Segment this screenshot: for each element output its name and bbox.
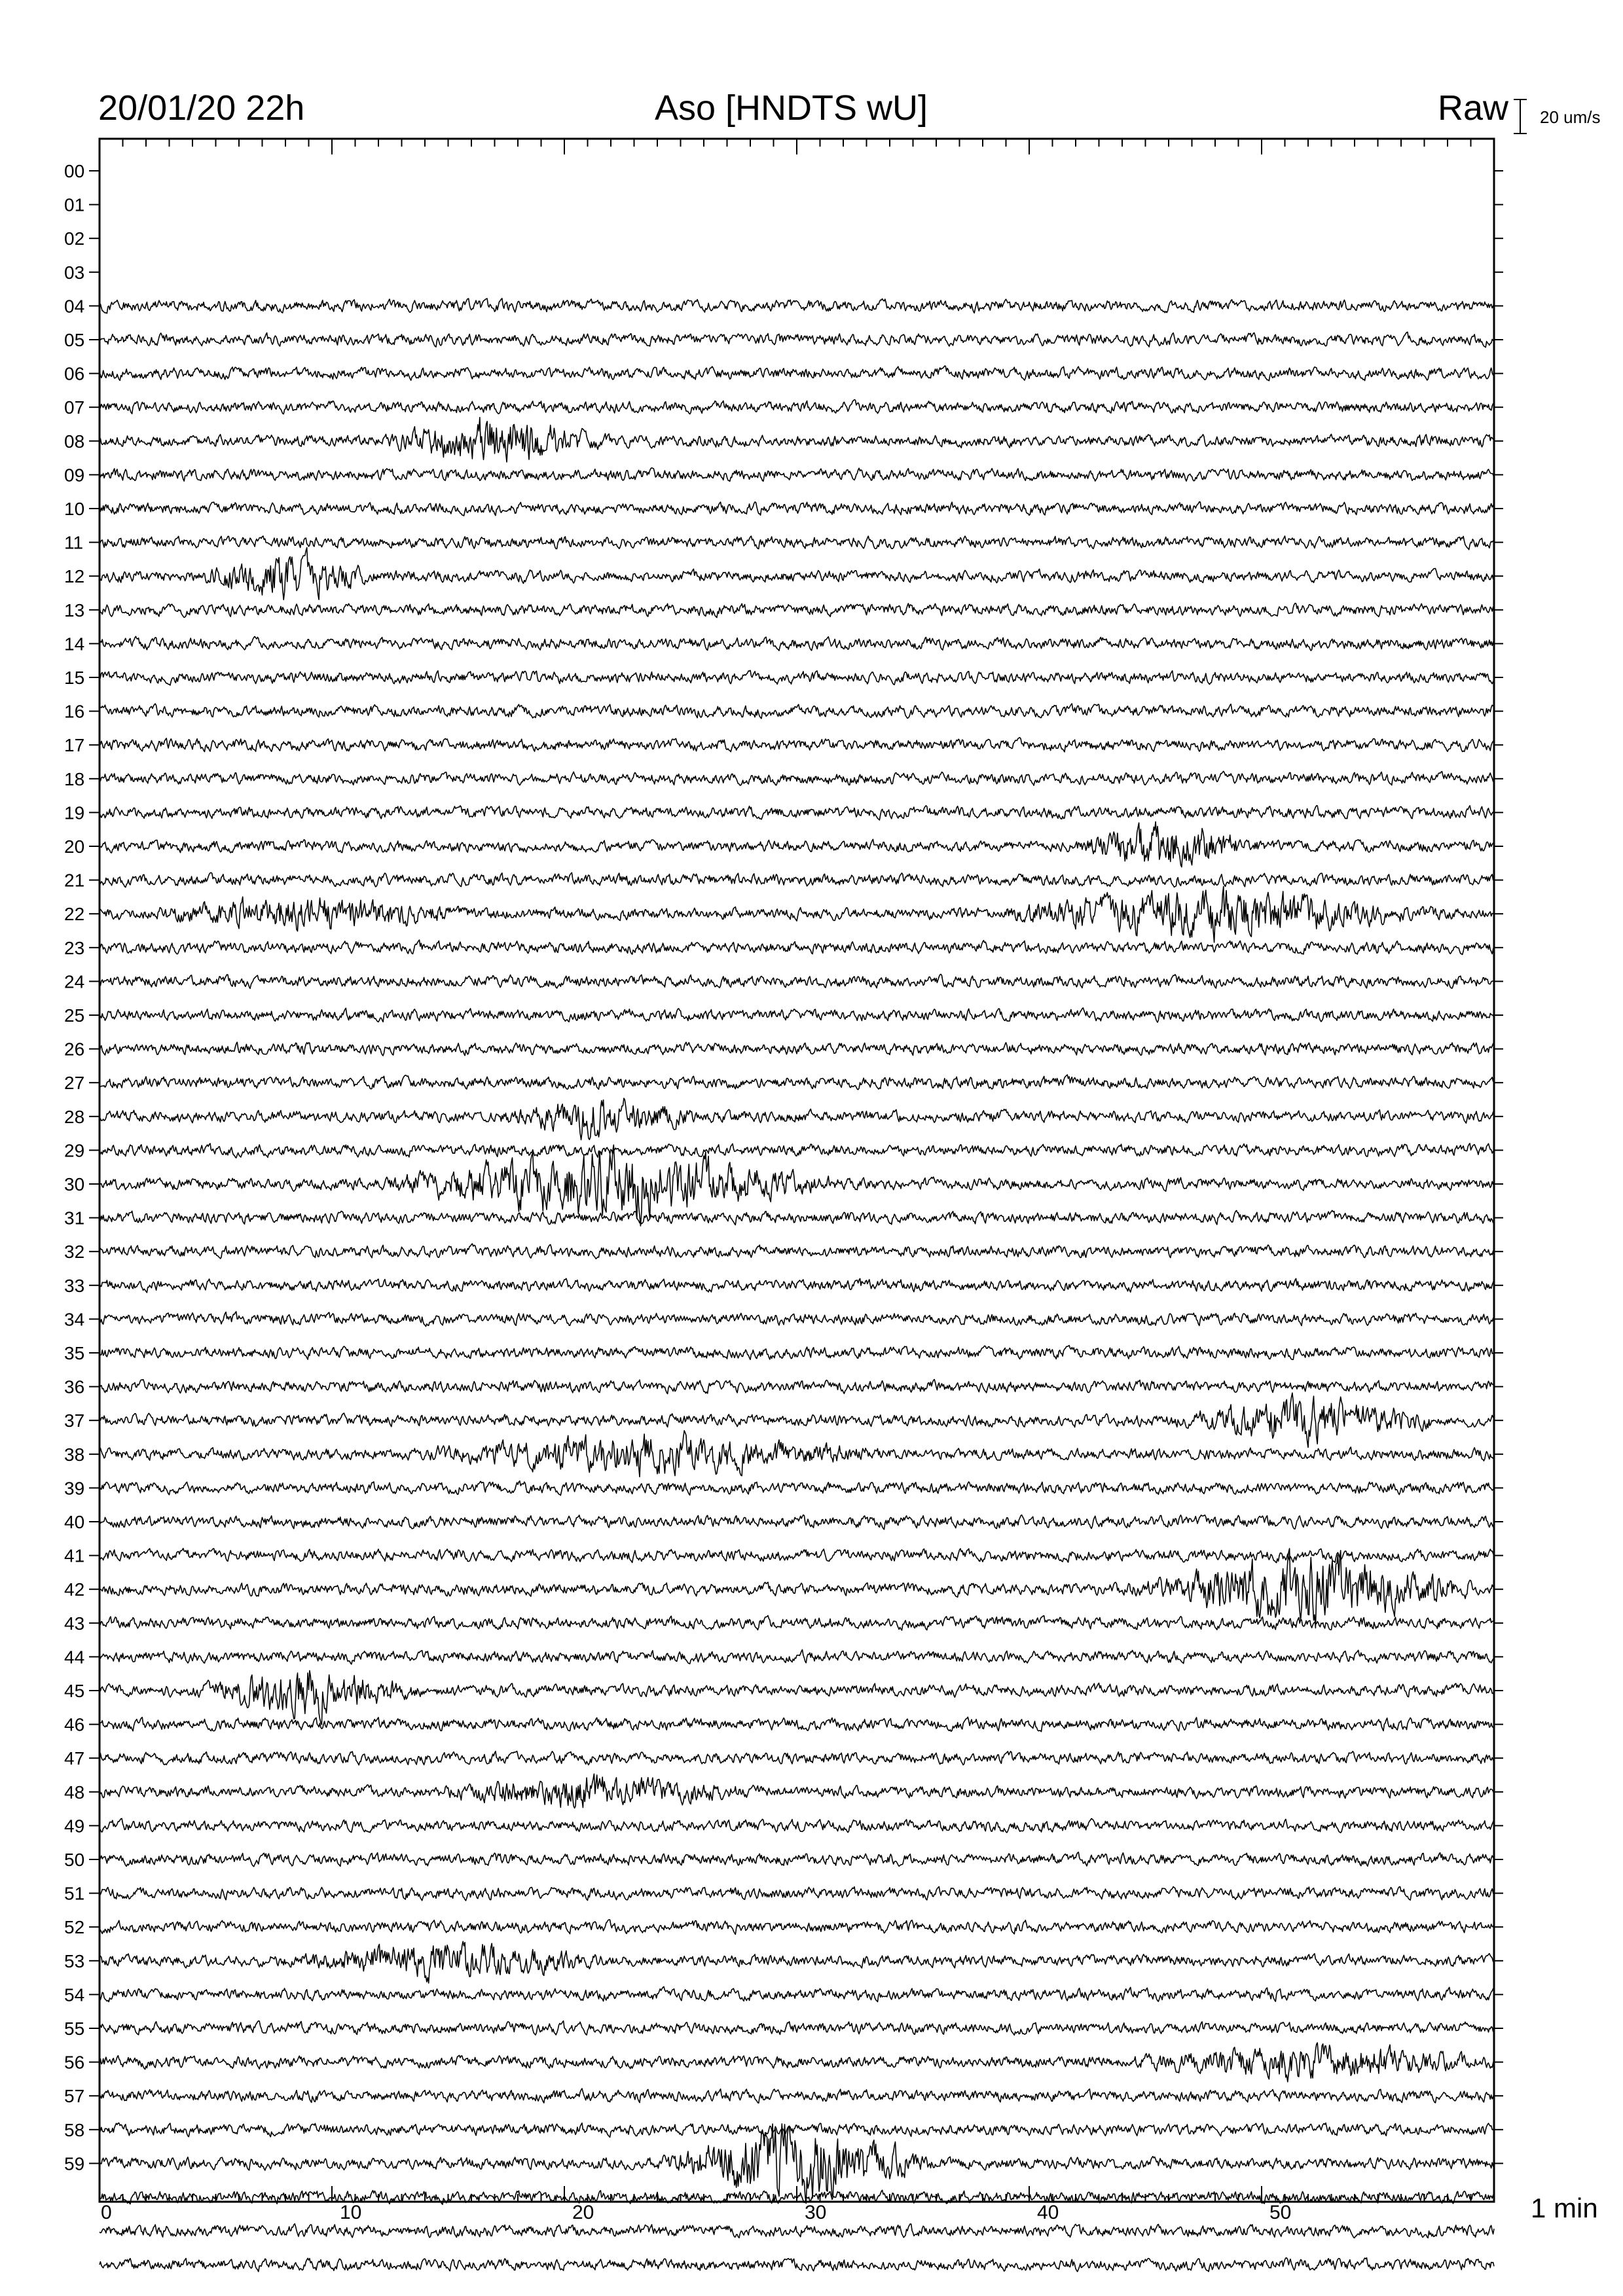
row-label: 31 (64, 1208, 85, 1229)
x-tick-label: 10 (340, 2202, 362, 2223)
trace-row-19 (100, 806, 1494, 820)
hour-row-labels (64, 161, 1503, 2174)
row-label: 34 (64, 1309, 85, 1330)
trace-row-56 (100, 2043, 1494, 2082)
row-label: 59 (64, 2153, 85, 2174)
amplitude-scale-label: 20 um/s (1540, 107, 1601, 127)
amplitude-scale-bar (1514, 99, 1527, 134)
trace-row-21 (100, 872, 1494, 887)
plot-border (100, 139, 1494, 2202)
row-label: 33 (64, 1275, 85, 1296)
row-label: 58 (64, 2119, 85, 2140)
trace-row-05 (100, 332, 1494, 347)
row-label: 21 (64, 870, 85, 891)
row-label: 57 (64, 2086, 85, 2107)
trace-row-29 (100, 1143, 1494, 1158)
trace-row-18 (100, 771, 1494, 785)
trace-row-06 (100, 366, 1494, 381)
trace-row-14 (100, 636, 1494, 651)
trace-row-52 (100, 1920, 1494, 1934)
x-tick-label: 40 (1037, 2202, 1059, 2223)
trace-row-35 (100, 1346, 1494, 1360)
row-label: 10 (64, 499, 85, 519)
row-label: 44 (64, 1647, 85, 1668)
trace-row-24 (100, 975, 1494, 989)
row-label: 38 (64, 1444, 85, 1465)
time-axis (100, 139, 1494, 2223)
trace-row-58 (100, 2123, 1494, 2138)
row-label: 26 (64, 1039, 85, 1060)
x-tick-label: 0 (101, 2202, 112, 2223)
trace-row-13 (100, 603, 1494, 618)
trace-row-undefined (100, 2224, 1494, 2238)
trace-row-undefined (100, 2258, 1494, 2272)
row-label: 13 (64, 600, 85, 620)
trace-row-25 (100, 1008, 1494, 1022)
trace-row-39 (100, 1481, 1494, 1496)
row-label: 27 (64, 1073, 85, 1094)
trace-row-07 (100, 400, 1494, 414)
row-label: 22 (64, 904, 85, 925)
row-label: 05 (64, 330, 85, 350)
row-label: 03 (64, 262, 85, 283)
row-label: 46 (64, 1714, 85, 1735)
row-label: 14 (64, 634, 85, 655)
row-label: 01 (64, 194, 85, 215)
trace-row-27 (100, 1075, 1494, 1090)
trace-row-57 (100, 2089, 1494, 2103)
row-label: 28 (64, 1106, 85, 1127)
plot-frame (100, 139, 1494, 2202)
x-unit-label: 1 min (1531, 2193, 1598, 2223)
row-label: 04 (64, 296, 85, 317)
x-tick-label: 30 (805, 2202, 827, 2223)
row-label: 15 (64, 668, 85, 688)
row-label: 29 (64, 1140, 85, 1161)
trace-row-17 (100, 738, 1494, 752)
trace-row-11 (100, 536, 1494, 550)
trace-row-20 (100, 822, 1494, 867)
trace-row-23 (100, 940, 1494, 954)
row-label: 56 (64, 2052, 85, 2073)
row-label: 00 (64, 161, 85, 181)
trace-row-49 (100, 1819, 1494, 1833)
row-label: 11 (64, 532, 84, 553)
row-label: 07 (64, 397, 85, 418)
x-tick-label: 20 (572, 2202, 594, 2223)
trace-row-26 (100, 1042, 1494, 1056)
trace-row-16 (100, 704, 1494, 719)
date-hour-label: 20/01/20 22h (98, 88, 305, 128)
trace-row-40 (100, 1515, 1494, 1530)
trace-row-33 (100, 1278, 1494, 1293)
trace-row-22 (100, 886, 1494, 942)
trace-row-42 (100, 1549, 1494, 1628)
trace-row-38 (100, 1431, 1494, 1477)
row-label: 43 (64, 1613, 85, 1634)
trace-row-50 (100, 1852, 1494, 1867)
trace-row-47 (100, 1751, 1494, 1765)
row-label: 48 (64, 1782, 85, 1803)
trace-row-41 (100, 1549, 1494, 1563)
trace-row-31 (100, 1210, 1494, 1225)
row-label: 36 (64, 1376, 85, 1397)
row-label: 17 (64, 735, 85, 756)
row-label: 37 (64, 1410, 85, 1431)
trace-row-51 (100, 1887, 1494, 1901)
trace-row-46 (100, 1717, 1494, 1732)
trace-row-32 (100, 1244, 1494, 1259)
row-label: 40 (64, 1512, 85, 1532)
row-label: 53 (64, 1950, 85, 1971)
trace-row-28 (100, 1098, 1494, 1140)
row-label: 42 (64, 1579, 85, 1600)
row-label: 16 (64, 701, 85, 722)
row-label: 49 (64, 1816, 85, 1837)
row-label: 20 (64, 836, 85, 857)
seismic-traces (100, 298, 1494, 2272)
trace-row-04 (100, 298, 1494, 314)
trace-row-15 (100, 670, 1494, 685)
row-label: 08 (64, 431, 85, 452)
station-title: Aso [HNDTS wU] (655, 88, 928, 128)
trace-row-30 (100, 1145, 1494, 1226)
x-tick-label: 50 (1269, 2202, 1292, 2223)
row-label: 35 (64, 1343, 85, 1363)
trace-row-53 (100, 1941, 1494, 1983)
row-label: 51 (64, 1883, 85, 1904)
row-label: 12 (64, 566, 85, 587)
trace-row-37 (100, 1393, 1494, 1447)
trace-row-08 (100, 418, 1494, 462)
row-label: 23 (64, 937, 85, 958)
row-label: 02 (64, 228, 85, 249)
row-label: 19 (64, 802, 85, 823)
row-label: 09 (64, 465, 85, 486)
row-label: 30 (64, 1174, 85, 1194)
mode-label: Raw (1438, 88, 1509, 128)
trace-row-09 (100, 468, 1494, 482)
row-label: 52 (64, 1917, 85, 1938)
trace-row-36 (100, 1380, 1494, 1394)
trace-row-54 (100, 1986, 1494, 2001)
row-label: 55 (64, 2018, 85, 2039)
row-label: 50 (64, 1850, 85, 1870)
row-label: 25 (64, 1005, 85, 1026)
trace-row-10 (100, 502, 1494, 516)
row-label: 32 (64, 1242, 85, 1263)
trace-row-55 (100, 2021, 1494, 2036)
row-label: 47 (64, 1748, 85, 1769)
trace-row-12 (100, 548, 1494, 600)
trace-row-44 (100, 1650, 1494, 1664)
row-label: 45 (64, 1681, 85, 1701)
row-label: 54 (64, 1984, 85, 2005)
row-label: 06 (64, 363, 85, 384)
trace-row-45 (100, 1670, 1494, 1725)
trace-row-43 (100, 1615, 1494, 1630)
trace-row-34 (100, 1312, 1494, 1327)
row-label: 24 (64, 971, 85, 992)
row-label: 39 (64, 1478, 85, 1499)
trace-row-48 (100, 1774, 1494, 1808)
row-label: 41 (64, 1545, 85, 1566)
row-label: 18 (64, 768, 85, 789)
